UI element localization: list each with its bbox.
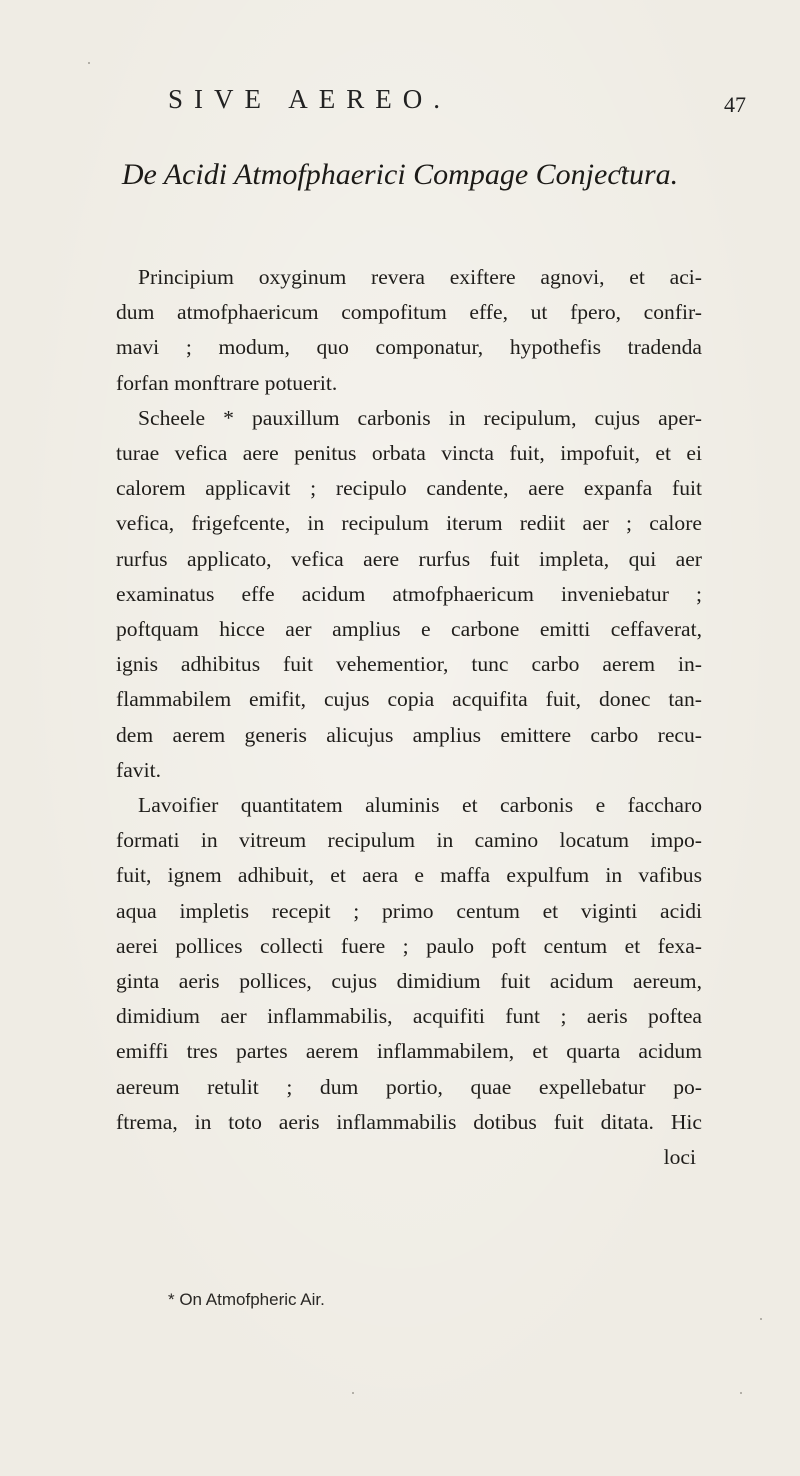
text-line: ignis adhibitus fuit vehementior, tunc carbo aerem in- xyxy=(116,652,702,677)
text-line: turae vefica aere penitus orbata vincta fuit, impofuit, et ei xyxy=(116,441,702,466)
text-line: flammabilem emifit, cujus copia acquifita fuit, donec tan- xyxy=(116,687,702,712)
text-line: dem aerem generis alicujus amplius emittere carbo recu- xyxy=(116,722,702,747)
text-line: mavi ; modum, quo componatur, hypothefis tradenda xyxy=(116,335,702,360)
text-line: dum atmofphaericum compofitum effe, ut fpero, confir- xyxy=(116,300,702,325)
paper-speck xyxy=(88,62,90,64)
page-number: 47 xyxy=(724,92,746,117)
text-line: Scheele * pauxillum carbonis in recipulum, cujus aper- xyxy=(138,405,702,430)
paper-speck xyxy=(740,1392,742,1394)
text-line: Lavoifier quantitatem aluminis et carbonis e faccharo xyxy=(138,793,702,818)
text-line: aerei pollices collecti fuere ; paulo poft centum et fexa- xyxy=(116,933,702,958)
text-line: poftquam hicce aer amplius e carbone emitti ceffaverat, xyxy=(116,617,702,642)
text-line: rurfus applicato, vefica aere rurfus fuit impleta, qui aer xyxy=(116,546,702,571)
text-line: aqua impletis recepit ; primo centum et viginti acidi xyxy=(116,898,702,923)
text-line: dimidium aer inflammabilis, acquifiti funt ; aeris poftea xyxy=(116,1004,702,1029)
text-line: ftrema, in toto aeris inflammabilis dotibus fuit ditata. Hic xyxy=(116,1109,702,1134)
text-line: calorem applicavit ; recipulo candente, aere expanfa fuit xyxy=(116,476,702,501)
text-line: fuit, ignem adhibuit, et aera e maffa expulfum in vafibus xyxy=(116,863,702,888)
text-line: favit. xyxy=(116,757,161,782)
body-text xyxy=(116,260,702,1175)
paper-speck xyxy=(760,1318,762,1320)
text-line: aereum retulit ; dum portio, quae expellebatur po- xyxy=(116,1074,702,1099)
text-line: Principium oxyginum revera exiftere agnovi, et aci- xyxy=(138,265,702,289)
section-title: De Acidi Atmofphaerici Compage Conjeƈtura. xyxy=(121,158,679,191)
text-line: emiffi tres partes aerem inflammabilem, et quarta acidum xyxy=(116,1039,702,1064)
catchword: loci xyxy=(663,1145,696,1170)
running-head: SIVE AEREO. xyxy=(168,84,451,114)
text-line: ginta aeris pollices, cujus dimidium fuit acidum aereum, xyxy=(116,969,702,994)
paper-speck xyxy=(352,1392,354,1394)
text-line: formati in vitreum recipulum in camino locatum impo- xyxy=(116,828,702,853)
text-line: examinatus effe acidum atmofphaericum inveniebatur ; xyxy=(116,581,702,606)
text-line: forfan monftrare potuerit. xyxy=(116,370,338,395)
text-line: vefica, frigefcente, in recipulum iterum rediit aer ; calore xyxy=(116,511,702,536)
footnote: * On Atmofpheric Air. xyxy=(168,1290,325,1309)
